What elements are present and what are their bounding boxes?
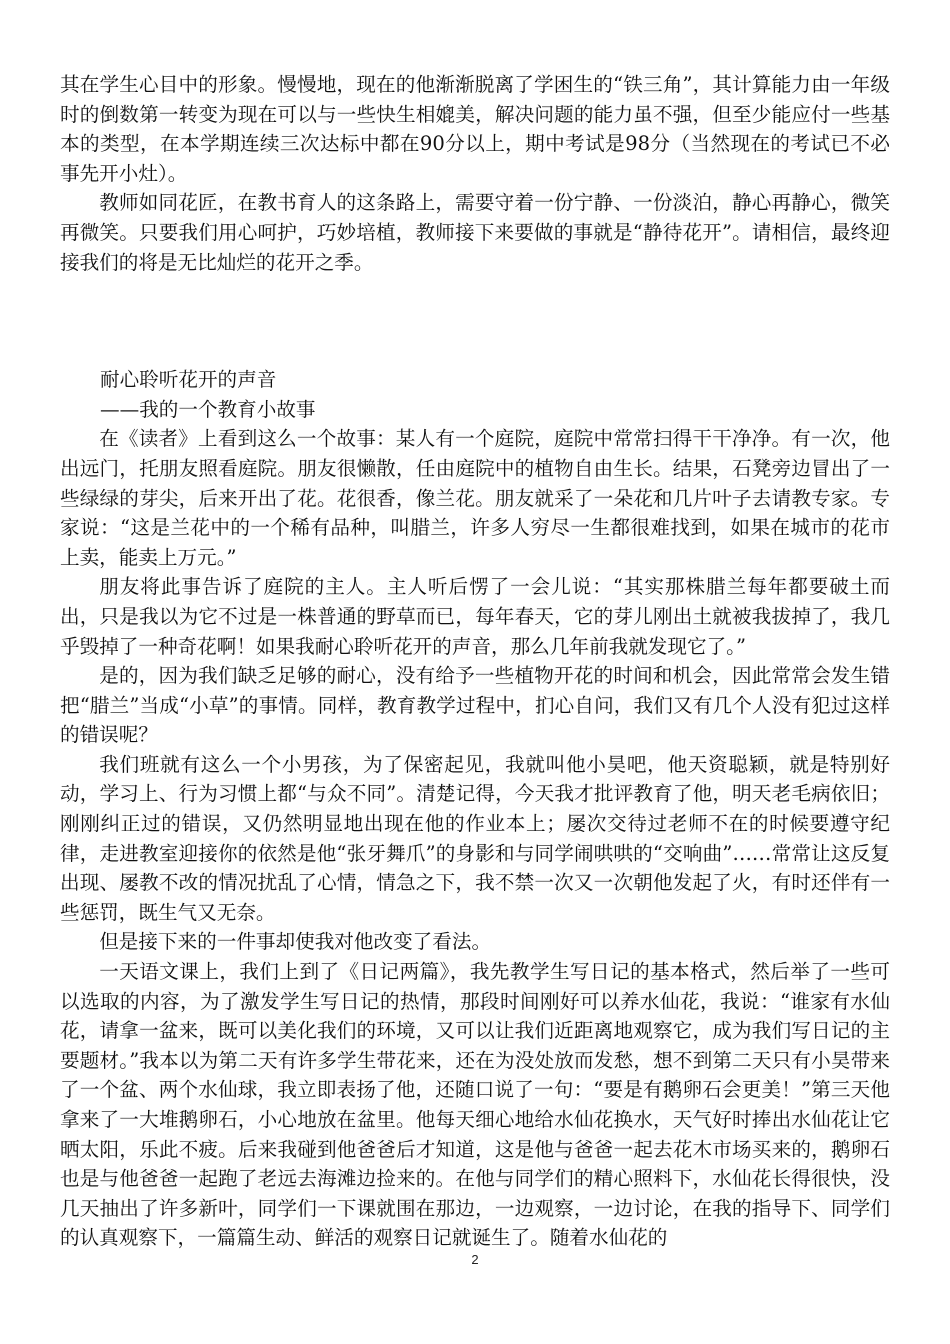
document-page [60, 70, 890, 1253]
paragraph: 但是接下来的一件事却使我对他改变了看法。 [99, 930, 492, 954]
paragraph: 我们班就有这么一个小男孩，为了保密起见，我就叫他小昊吧，他天资聪颖，就是特别好动，学习上、行为习惯上都“与众不同”。清楚记得，今天我才批评教育了他，明天老毛病依旧；刚刚纠正过的错误，又仍然明显地出现在他的作业本上；屡次交待过老师不在的时候要遵守纪律，走进教室迎接你的依然是他“张牙舞爪”的身影和与同学闹哄哄的“交响曲”……常常让这反复出现、屡教不改的情况扰乱了心情，情急之下，我不禁一次又一次朝他发起了火，有时还伴有一些惩罚，既生气又无奈。 [60, 752, 890, 924]
page-number: 2 [471, 1252, 479, 1267]
paragraph: 是的，因为我们缺乏足够的耐心，没有给予一些植物开花的时间和机会，因此常常会发生错把“腊兰”当成“小草”的事情。同样，教育教学过程中，扪心自问，我们又有几个人没有犯过这样的错误呢？ [60, 664, 890, 747]
paragraph: 教师如同花匠，在教书育人的这条路上，需要守着一份宁静、一份淡泊，静心再静心，微笑再微笑。只要我们用心呵护，巧妙培植，教师接下来要做的事就是“静待花开”。请相信，最终迎接我们的将是无比灿烂的花开之季。 [60, 191, 890, 274]
paragraph: 在《读者》上看到这么一个故事：某人有一个庭院，庭院中常常扫得干干净净。有一次，他出远门，托朋友照看庭院。朋友很懒散，任由庭院中的植物自由生长。结果，石凳旁边冒出了一些绿绿的芽尖，后来开出了花。花很香，像兰花。朋友就采了一朵花和几片叶子去请教专家。专家说：“这是兰花中的一个稀有品种，叫腊兰，许多人穷尽一生都很难找到，如果在城市的花市上卖，能卖上万元。” [60, 427, 890, 569]
paragraph-continued: 其在学生心目中的形象。慢慢地，现在的他渐渐脱离了学困生的“铁三角”，其计算能力由一年级时的倒数第一转变为现在可以与一些快生相媲美，解决问题的能力虽不强，但至少能应付一些基本的类型，在本学期连续三次达标中都在90分以上，期中考试是98分（当然现在的考试已不必事先开小灶）。 [60, 73, 890, 185]
article-subtitle: ——我的一个教育小故事 [100, 397, 316, 421]
section-gap [60, 277, 890, 365]
paragraph: 一天语文课上，我们上到了《日记两篇》，我先教学生写日记的基本格式，然后举了一些可以选取的内容，为了激发学生写日记的热情，那段时间刚好可以养水仙花，我说：“谁家有水仙花，请拿一盆来，既可以美化我们的环境，又可以让我们近距离地观察它，成为我们写日记的主要题材。”我本以为第二天有许多学生带花来，还在为没处放而发愁，想不到第二天只有小昊带来了一个盆、两个水仙球，我立即表扬了他，还随口说了一句：“要是有鹅卵石会更美！”第三天他拿来了一大堆鹅卵石，小心地放在盆里。他每天细心地给水仙花换水，天气好时捧出水仙花让它晒太阳，乐此不疲。后来我碰到他爸爸后才知道，这是他与爸爸一起去花木市场买来的，鹅卵石也是与他爸爸一起跑了老远去海滩边捡来的。在他与同学们的精心照料下，水仙花长得很快，没几天抽出了许多新叶，同学们一下课就围在那边，一边观察，一边讨论，在我的指导下、同学们的认真观察下，一篇篇生动、鲜活的观察日记就诞生了。随着水仙花的 [60, 960, 890, 1250]
article-title: 耐心聆听花开的声音 [100, 368, 277, 392]
paragraph: 朋友将此事告诉了庭院的主人。主人听后愣了一会儿说：“其实那株腊兰每年都要破土而出，只是我以为它不过是一株普通的野草而已，每年春天，它的芽儿刚出土就被我拔掉了，我几乎毁掉了一种奇花啊！如果我耐心聆听花开的声音，那么几年前我就发现它了。” [60, 575, 890, 658]
